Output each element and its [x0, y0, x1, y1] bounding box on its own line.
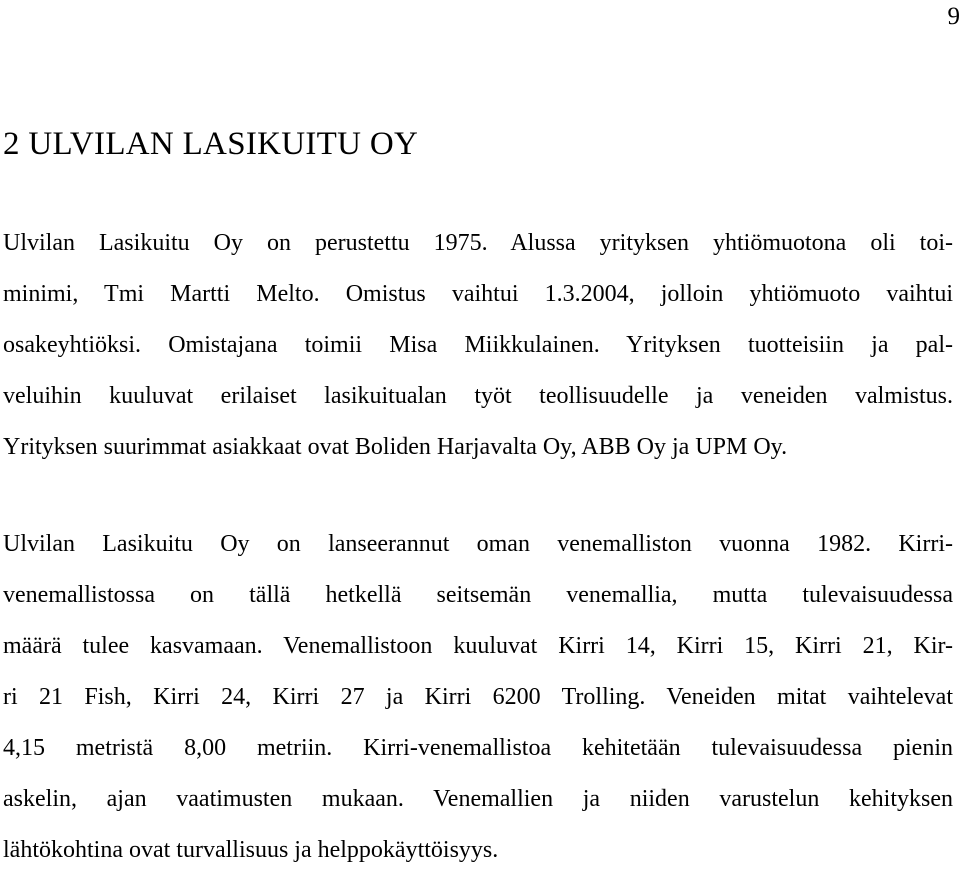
paragraph-line: 4,15 metristä 8,00 metriin. Kirri-venemallistoa kehitetään tulevaisuudessa pienin — [3, 735, 953, 761]
paragraph-line: Yrityksen suurimmat asiakkaat ovat Boliden Harjavalta Oy, ABB Oy ja UPM Oy. — [3, 434, 788, 460]
paragraph-company-history — [3, 218, 953, 473]
paragraph-boat-models — [3, 519, 953, 876]
paragraph-line: osakeyhtiöksi. Omistajana toimii Misa Miikkulainen. Yrityksen tuotteisiin ja pal- — [3, 332, 953, 358]
paragraph-line: lähtökohtina ovat turvallisuus ja helppokäyttöisyys. — [3, 837, 499, 863]
paragraph-line: minimi, Tmi Martti Melto. Omistus vaihtui 1.3.2004, jolloin yhtiömuoto vaihtui — [3, 281, 953, 307]
paragraph-line: Ulvilan Lasikuitu Oy on lanseerannut oman venemalliston vuonna 1982. Kirri- — [3, 531, 953, 557]
paragraph-line: määrä tulee kasvamaan. Venemallistoon kuuluvat Kirri 14, Kirri 15, Kirri 21, Kir- — [3, 633, 953, 659]
page-number: 9 — [947, 3, 960, 30]
paragraph-line: veluihin kuuluvat erilaiset lasikuitualan työt teollisuudelle ja veneiden valmistus. — [3, 383, 953, 409]
paragraph-line: ri 21 Fish, Kirri 24, Kirri 27 ja Kirri 6200 Trolling. Veneiden mitat vaihtelevat — [3, 684, 953, 710]
paragraph-line: venemallistossa on tällä hetkellä seitsemän venemallia, mutta tulevaisuudessa — [3, 582, 953, 608]
paragraph-line: Ulvilan Lasikuitu Oy on perustettu 1975. Alussa yrityksen yhtiömuotona oli toi- — [3, 230, 953, 256]
section-heading: 2 ULVILAN LASIKUITU OY — [3, 126, 419, 162]
paragraph-line: askelin, ajan vaatimusten mukaan. Venemallien ja niiden varustelun kehityksen — [3, 786, 953, 812]
